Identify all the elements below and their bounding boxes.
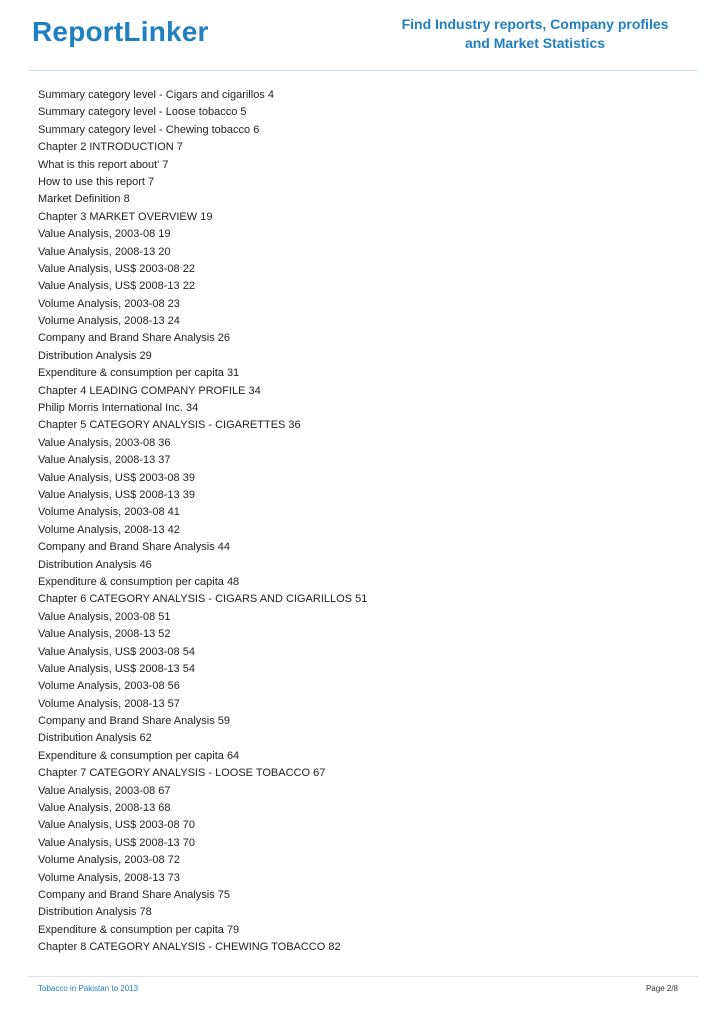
toc-entry: Volume Analysis, 2008-13 42 bbox=[38, 523, 180, 536]
toc-entry: Value Analysis, 2003-08 51 bbox=[38, 610, 171, 623]
toc-entry: Value Analysis, 2008-13 68 bbox=[38, 802, 171, 815]
toc-entry: Chapter 2 INTRODUCTION 7 bbox=[38, 141, 183, 154]
toc-entry: Company and Brand Share Analysis 59 bbox=[38, 715, 231, 728]
header-tagline bbox=[380, 15, 690, 53]
toc-entry: Chapter 6 CATEGORY ANALYSIS - CIGARS AND CIGARILLOS 51 bbox=[38, 593, 368, 606]
toc-entry: Expenditure & consumption per capita 79 bbox=[38, 923, 240, 936]
toc-entry: Value Analysis, US$ 2003-08 22 bbox=[38, 262, 195, 275]
toc-entry: Expenditure & consumption per capita 48 bbox=[38, 575, 240, 588]
toc-entry: Value Analysis, US$ 2008-13 54 bbox=[38, 662, 195, 675]
toc-entry: Value Analysis, US$ 2003-08 70 bbox=[38, 819, 195, 832]
toc-entry: Chapter 3 MARKET OVERVIEW 19 bbox=[38, 210, 213, 223]
toc-entry: Volume Analysis, 2008-13 24 bbox=[38, 315, 180, 328]
toc-entry: Chapter 4 LEADING COMPANY PROFILE 34 bbox=[38, 384, 261, 397]
toc-entry: How to use this report 7 bbox=[38, 175, 155, 188]
toc-entry: Distribution Analysis 62 bbox=[38, 732, 152, 745]
toc-entry: Value Analysis, US$ 2008-13 39 bbox=[38, 488, 195, 501]
toc-entry: Value Analysis, 2003-08 67 bbox=[38, 784, 171, 797]
toc-entry: Expenditure & consumption per capita 64 bbox=[38, 749, 240, 762]
tagline-line-1: Find Industry reports, Company profiles bbox=[401, 16, 669, 32]
toc-entry: Chapter 8 CATEGORY ANALYSIS - CHEWING TOBACCO 82 bbox=[38, 941, 341, 954]
toc-entry: Volume Analysis, 2003-08 56 bbox=[38, 680, 180, 693]
toc-entry: Company and Brand Share Analysis 26 bbox=[38, 332, 231, 345]
toc-entry: Value Analysis, US$ 2008-13 70 bbox=[38, 836, 195, 849]
toc-entry: Expenditure & consumption per capita 31 bbox=[38, 367, 240, 380]
toc-entry: Volume Analysis, 2003-08 41 bbox=[38, 506, 180, 519]
toc-entry: Volume Analysis, 2003-08 72 bbox=[38, 854, 180, 867]
toc-entry: Value Analysis, US$ 2008-13 22 bbox=[38, 280, 195, 293]
toc-entry: Volume Analysis, 2003-08 23 bbox=[38, 297, 180, 310]
toc-entry: Volume Analysis, 2008-13 57 bbox=[38, 697, 180, 710]
toc-entry: Value Analysis, 2008-13 37 bbox=[38, 454, 171, 467]
page-number: Page 2/8 bbox=[645, 984, 678, 993]
table-of-contents bbox=[38, 87, 367, 957]
toc-entry: Value Analysis, 2008-13 52 bbox=[38, 628, 171, 641]
toc-entry: Summary category level - Loose tobacco 5 bbox=[38, 106, 247, 119]
toc-entry: Philip Morris International Inc. 34 bbox=[38, 402, 199, 415]
toc-entry: Chapter 7 CATEGORY ANALYSIS - LOOSE TOBACCO 67 bbox=[38, 767, 326, 780]
toc-entry: Summary category level - Cigars and cigarillos 4 bbox=[38, 89, 274, 101]
toc-entry: Distribution Analysis 78 bbox=[38, 906, 152, 919]
toc-entry: Value Analysis, 2008-13 20 bbox=[38, 245, 171, 258]
toc-entry: Company and Brand Share Analysis 75 bbox=[38, 888, 231, 901]
header-divider bbox=[28, 70, 698, 71]
toc-entry: Value Analysis, 2003-08 19 bbox=[38, 228, 171, 241]
toc-entry: Distribution Analysis 29 bbox=[38, 349, 152, 362]
toc-entry: Value Analysis, US$ 2003-08 54 bbox=[38, 645, 195, 658]
footer-divider bbox=[28, 976, 698, 977]
toc-entry: Summary category level - Chewing tobacco 6 bbox=[38, 123, 260, 136]
toc-entry: Market Definition 8 bbox=[38, 193, 130, 206]
toc-entry: Distribution Analysis 46 bbox=[38, 558, 152, 571]
toc-entry: Value Analysis, 2003-08 36 bbox=[38, 436, 171, 449]
toc-entry: Volume Analysis, 2008-13 73 bbox=[38, 871, 180, 884]
brand-logo[interactable]: ReportLinker bbox=[32, 16, 209, 47]
toc-entry: Chapter 5 CATEGORY ANALYSIS - CIGARETTES 36 bbox=[38, 419, 301, 432]
toc-entry: What is this report about' 7 bbox=[38, 158, 169, 171]
footer-report-link[interactable]: Tobacco in Pakistan to 2013 bbox=[38, 984, 139, 993]
toc-entry: Company and Brand Share Analysis 44 bbox=[38, 541, 231, 554]
tagline-line-2: and Market Statistics bbox=[464, 35, 606, 51]
toc-entry: Value Analysis, US$ 2003-08 39 bbox=[38, 471, 195, 484]
